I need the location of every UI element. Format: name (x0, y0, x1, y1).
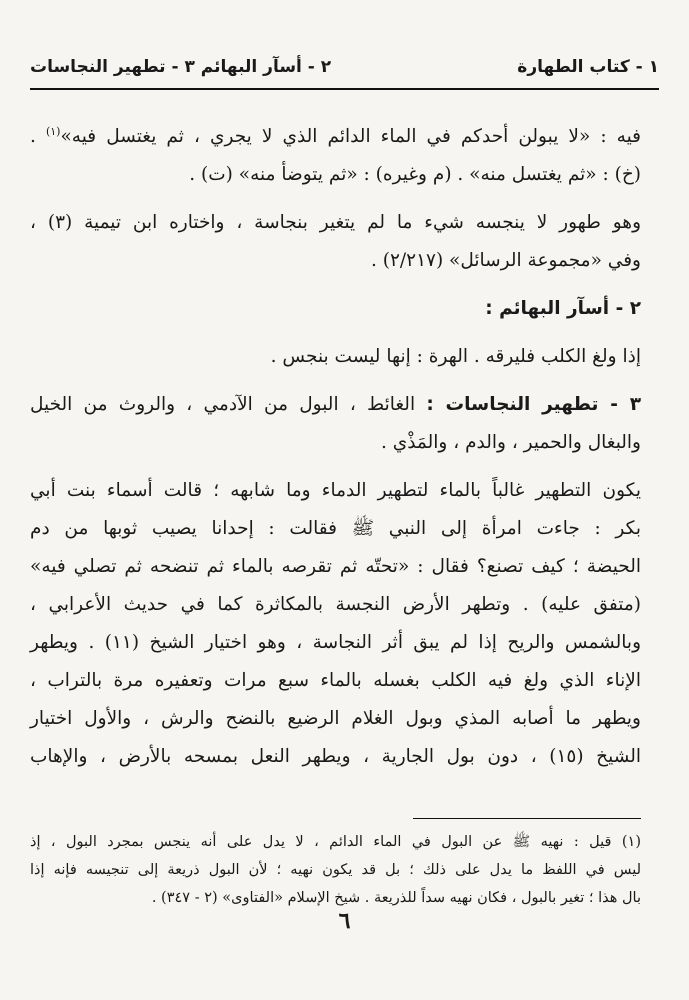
footnotes (30, 828, 641, 912)
text-line: يكون التطهير غالباً بالماء لتطهير الدماء وما شابهه ؛ قالت أسماء بنت أبي (30, 480, 641, 501)
text-line: الشيخ (١٥) ، دون بول الجارية ، ويطهر النعل بمسحه بالأرض ، والإهاب (30, 746, 641, 767)
text-line: (خ) : «ثم يغتسل منه» . (م وغيره) : «ثم يتوضأ منه» (ت) . (189, 164, 641, 185)
header-rule (30, 88, 659, 90)
text-line: وبالشمس والريح إذا لم يبق أثر النجاسة ، وهو اختيار الشيخ (١١) . ويطهر (30, 632, 641, 653)
main-text (30, 118, 641, 776)
footnote-line: (١) قيل : نهيه ﷺ عن البول في الماء الدائم ، لا يدل على أنه ينجس بمجرد البول ، إذ (30, 834, 641, 850)
text-line: والبغال والحمير ، والدم ، والمَذْي . (380, 432, 641, 453)
text-line: وهو طهور لا ينجسه شيء ما لم يتغير بنجاسة ، واختاره ابن تيمية (٣) ، (30, 212, 641, 233)
text-line: ٣ - تطهير النجاسات : الغائط ، البول من الآدمي ، والروث من الخيل (30, 394, 641, 415)
text-line: فيه : «لا يبولن أحدكم في الماء الدائم الذي لا يجري ، ثم يغتسل فيه»$^{(١)}$ . (30, 124, 641, 147)
text-line: (متفق عليه) . وتطهر الأرض النجسة بالمكاثرة كما في حديث الأعرابي ، (30, 594, 641, 615)
text-line: الإناء الذي ولغ فيه الكلب بغسله بالماء سبع مرات وتعفيره مرة بالتراب ، (30, 670, 641, 691)
text-line: الحيضة ؛ كيف تصنع؟ فقال : «تحتّه ثم تقرصه بالماء ثم تنضحه ثم تصلي فيه» (30, 556, 641, 577)
footnote-line: بال هذا ؛ تغير بالبول ، فكان نهيه سداً للذريعة . شيخ الإسلام «الفتاوى» (٢ - ٣٤٧) . (151, 890, 641, 906)
text-line: ويطهر ما أصابه المذي وبول الغلام الرضيع بالنضح والرش ، والأول اختيار (30, 708, 641, 729)
text-line: إذا ولغ الكلب فليرقه . الهرة : إنها ليست بنجس . (270, 346, 641, 367)
section-heading: ٣ - تطهير النجاسات : (426, 394, 641, 415)
section-heading: ٢ - أسآر البهائم : (485, 298, 641, 319)
page-number: ٦ (338, 908, 351, 934)
header-chapter: ١ - كتاب الطهارة (517, 57, 659, 77)
text-line: بكر : جاءت امرأة إلى النبي ﷺ فقالت : إحدانا يصيب ثوبها من دم (30, 518, 641, 539)
footnote-marker: (١) (45, 124, 61, 138)
footnote-line: ليس في اللفظ ما يدل على ذلك ؛ بل قد يكون نهيه ؛ لأن البول ذريعة إلى تنجيسه فإنه إذا (30, 862, 641, 878)
footnote-rule (413, 818, 641, 819)
text-line: وفي «مجموعة الرسائل» (٢/٢١٧) . (370, 250, 641, 271)
header-sections: ٢ - أسآر البهائم ٣ - تطهير النجاسات (30, 57, 332, 77)
running-header (30, 50, 659, 84)
